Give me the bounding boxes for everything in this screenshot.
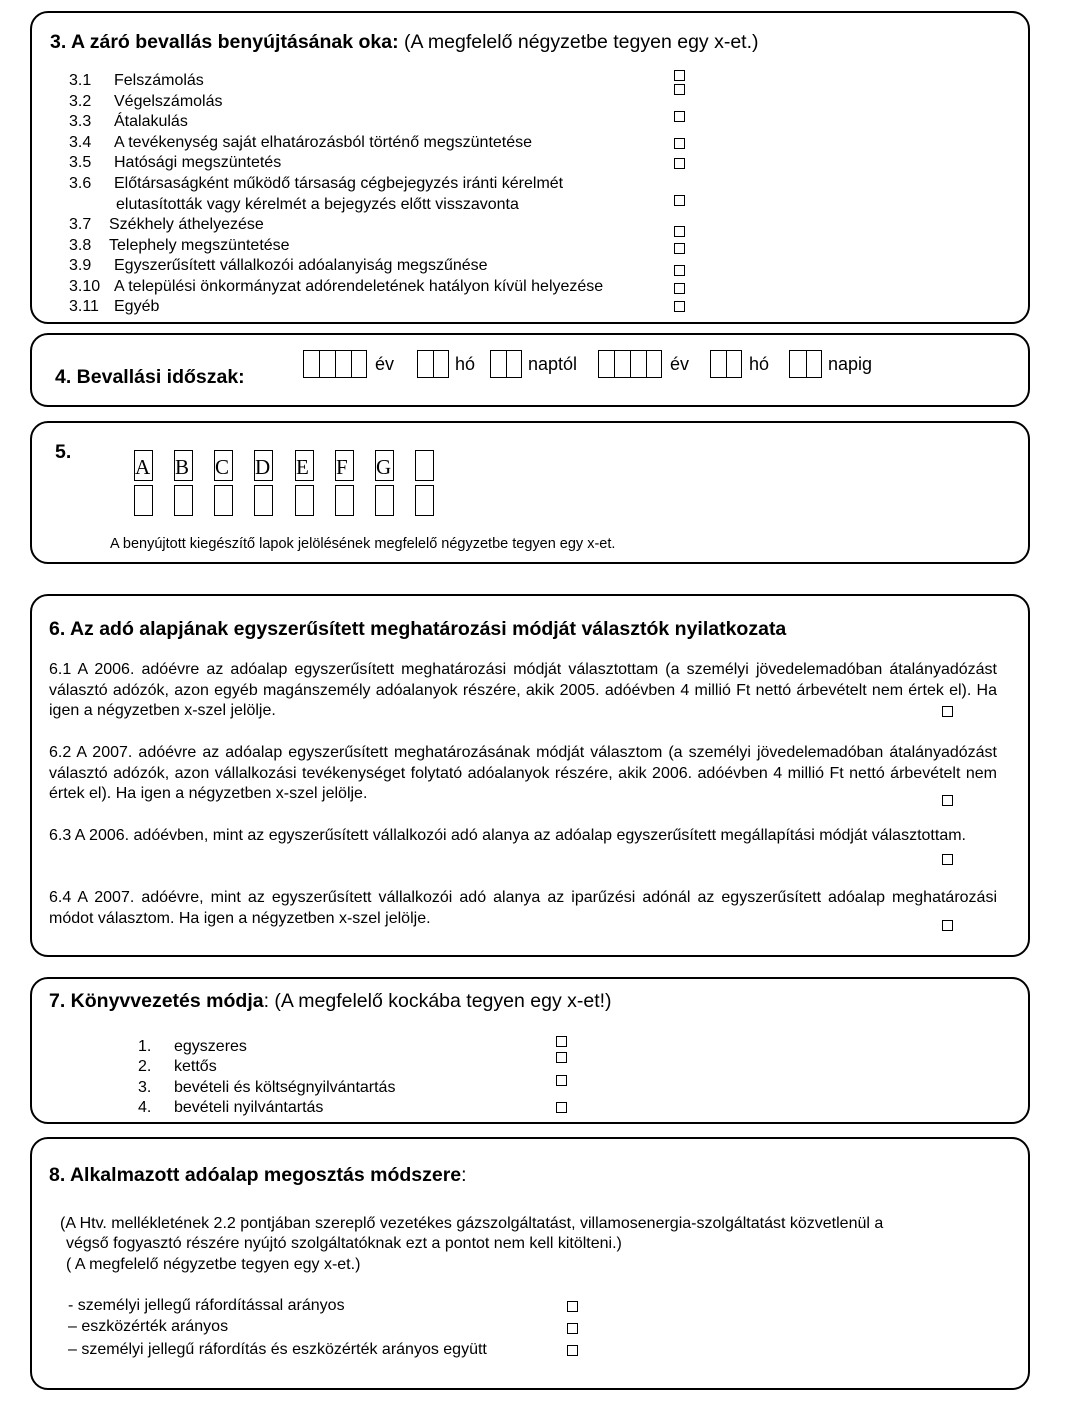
- checkbox-3-8[interactable]: [674, 243, 685, 254]
- section-6-title: 6. Az adó alapjának egyszerűsített meghatározási módját választók nyilatkozata: [49, 618, 787, 640]
- mark-box-e[interactable]: [295, 485, 314, 516]
- paragraph-6-1: 6.1 A 2006. adóévre az adóalap egyszerűsített meghatározási módját választottam (a személyi jövedelemadóban átalányadózást választó adózók, azon egyéb magánszemély adóalanyok részére, akik 2005. adóévben 4 millió Ft nettó árbevételt nem értek el). Ha igen a négyzetben x-szel jelölje.: [49, 661, 997, 719]
- napig-label: napig: [828, 354, 873, 374]
- section-8-note-line-2: végső fogyasztó részére nyújtó szolgáltatóknak ezt a pontot nem kell kitölteni.): [66, 1235, 622, 1252]
- month-from-input[interactable]: [417, 350, 449, 378]
- mark-box-g[interactable]: [375, 485, 394, 516]
- section-8-note-line-1: (A Htv. mellékletének 2.2 pontjában szereplő vezetékes gázszolgáltatást, villamosenergia-szolgáltatást közvetlenül a: [60, 1215, 884, 1232]
- item-3-9: 3.9 Egyszerűsített vállalkozói adóalanyiság megszűnése: [69, 257, 488, 274]
- checkbox-3-9[interactable]: [674, 265, 685, 276]
- ho-label-2: hó: [749, 354, 770, 374]
- checkbox-7-4[interactable]: [556, 1102, 567, 1113]
- letter-box-c: C: [214, 450, 233, 481]
- item-3-7: 3.7 Székhely áthelyezése: [69, 216, 264, 233]
- section-8-note-line-3: ( A megfelelő négyzetbe tegyen egy x-et.): [66, 1256, 361, 1273]
- checkbox-8-3[interactable]: [567, 1345, 578, 1356]
- naptol-label: naptól: [528, 354, 578, 374]
- item-3-1: 3.1 Felszámolás: [69, 72, 204, 89]
- paragraph-6-4: 6.4 A 2007. adóévre, mint az egyszerűsített vállalkozói adó alanya az iparűzési adónál az egyszerűsített adóalap meghatározási módot választom. Ha igen a négyzetben x-szel jelölje.: [49, 889, 997, 927]
- item-3-2: 3.2 Végelszámolás: [69, 93, 223, 110]
- checkbox-3-5[interactable]: [674, 158, 685, 169]
- mark-box-c[interactable]: [214, 485, 233, 516]
- section-5-note: A benyújtott kiegészítő lapok jelölésének megfelelő négyzetbe tegyen egy x-et.: [110, 536, 616, 552]
- mark-box-d[interactable]: [254, 485, 273, 516]
- ev-label-1: év: [375, 354, 395, 374]
- item-8-1: - személyi jellegű ráfordítással arányos: [68, 1297, 345, 1314]
- section-5-title: 5.: [55, 441, 72, 463]
- letter-box-e: E: [295, 450, 314, 481]
- day-to-input[interactable]: [789, 350, 822, 378]
- checkbox-7-2[interactable]: [556, 1052, 567, 1063]
- year-to-input[interactable]: [598, 350, 662, 378]
- item-3-6: 3.6 Előtársaságként működő társaság cégbejegyzés iránti kérelmét: [69, 175, 564, 192]
- letter-box-f: F: [335, 450, 354, 481]
- year-from-input[interactable]: [303, 350, 367, 378]
- section-4-panel: [30, 333, 1030, 407]
- item-7-3: 3. bevételi és költségnyilvántartás: [138, 1079, 396, 1096]
- checkbox-8-1[interactable]: [567, 1301, 578, 1312]
- day-from-input[interactable]: [490, 350, 522, 378]
- checkbox-6-3[interactable]: [942, 854, 953, 865]
- checkbox-7-3[interactable]: [556, 1075, 567, 1086]
- item-8-2: – eszközérték arányos: [68, 1318, 229, 1335]
- section-3-panel: [30, 11, 1030, 324]
- checkbox-3-6[interactable]: [674, 195, 685, 206]
- section-8-title: 8. Alkalmazott adóalap megosztás módszere:: [49, 1164, 467, 1186]
- checkbox-3-2[interactable]: [674, 84, 685, 95]
- section-8-panel: [30, 1137, 1030, 1390]
- letter-box-b: B: [174, 450, 193, 481]
- item-7-4: 4. bevételi nyilvántartás: [138, 1099, 324, 1116]
- section-4-title: 4. Bevallási időszak:: [55, 366, 245, 388]
- section-7-panel: [30, 977, 1030, 1124]
- item-3-10: 3.10 A települési önkormányzat adórendeletének hatályon kívül helyezése: [69, 278, 604, 295]
- letter-box-d: D: [254, 450, 273, 481]
- item-3-6-cont: elutasították vagy kérelmét a bejegyzés előtt visszavonta: [116, 196, 519, 213]
- checkbox-3-3[interactable]: [674, 111, 685, 122]
- checkbox-6-1[interactable]: [942, 706, 953, 717]
- item-3-3: 3.3 Átalakulás: [69, 113, 188, 130]
- item-3-4: 3.4 A tevékenység saját elhatározásból történő megszüntetése: [69, 134, 533, 151]
- section-3-title: 3. A záró bevallás benyújtásának oka: (A megfelelő négyzetbe tegyen egy x-et.): [50, 31, 759, 53]
- item-3-11: 3.11 Egyéb: [69, 298, 160, 315]
- item-7-1: 1. egyszeres: [138, 1038, 247, 1055]
- mark-box-a[interactable]: [134, 485, 153, 516]
- checkbox-8-2[interactable]: [567, 1323, 578, 1334]
- letter-box-blank: [415, 450, 434, 481]
- checkbox-3-1[interactable]: [674, 70, 685, 81]
- item-8-3: – személyi jellegű ráfordítás és eszközérték arányos együtt: [68, 1341, 487, 1358]
- mark-box-blank[interactable]: [415, 485, 434, 516]
- letter-box-a: A: [134, 450, 153, 481]
- mark-box-b[interactable]: [174, 485, 193, 516]
- item-3-5: 3.5 Hatósági megszüntetés: [69, 154, 282, 171]
- item-3-8: 3.8 Telephely megszüntetése: [69, 237, 290, 254]
- checkbox-3-4[interactable]: [674, 138, 685, 149]
- checkbox-6-2[interactable]: [942, 795, 953, 806]
- checkbox-6-4[interactable]: [942, 920, 953, 931]
- mark-box-f[interactable]: [335, 485, 354, 516]
- ev-label-2: év: [670, 354, 690, 374]
- checkbox-3-11[interactable]: [674, 301, 685, 312]
- checkbox-3-10[interactable]: [674, 283, 685, 294]
- ho-label-1: hó: [455, 354, 476, 374]
- paragraph-6-2: 6.2 A 2007. adóévre az adóalap egyszerűsített meghatározásának módját választom (a személyi jövedelemadóban átalányadózást választó adózók, azon vállalkozási tevékenységet folytató adóalanyok részére, akik 2006. adóévben 4 millió Ft nettó árbevételt nem értek el). Ha igen a négyzetben x-szel jelölje.: [49, 744, 997, 802]
- section-6-panel: [30, 594, 1030, 957]
- section-7-title: 7. Könyvvezetés módja: (A megfelelő kockába tegyen egy x-et!): [49, 990, 612, 1012]
- paragraph-6-3: 6.3 A 2006. adóévben, mint az egyszerűsített vállalkozói adó alanya az adóalap egyszerűsített megállapítási módját választottam.: [49, 827, 966, 844]
- month-to-input[interactable]: [710, 350, 742, 378]
- item-7-2: 2. kettős: [138, 1058, 217, 1075]
- checkbox-3-7[interactable]: [674, 226, 685, 237]
- section-5-panel: [30, 421, 1030, 564]
- checkbox-7-1[interactable]: [556, 1036, 567, 1047]
- letter-box-g: G: [375, 450, 394, 481]
